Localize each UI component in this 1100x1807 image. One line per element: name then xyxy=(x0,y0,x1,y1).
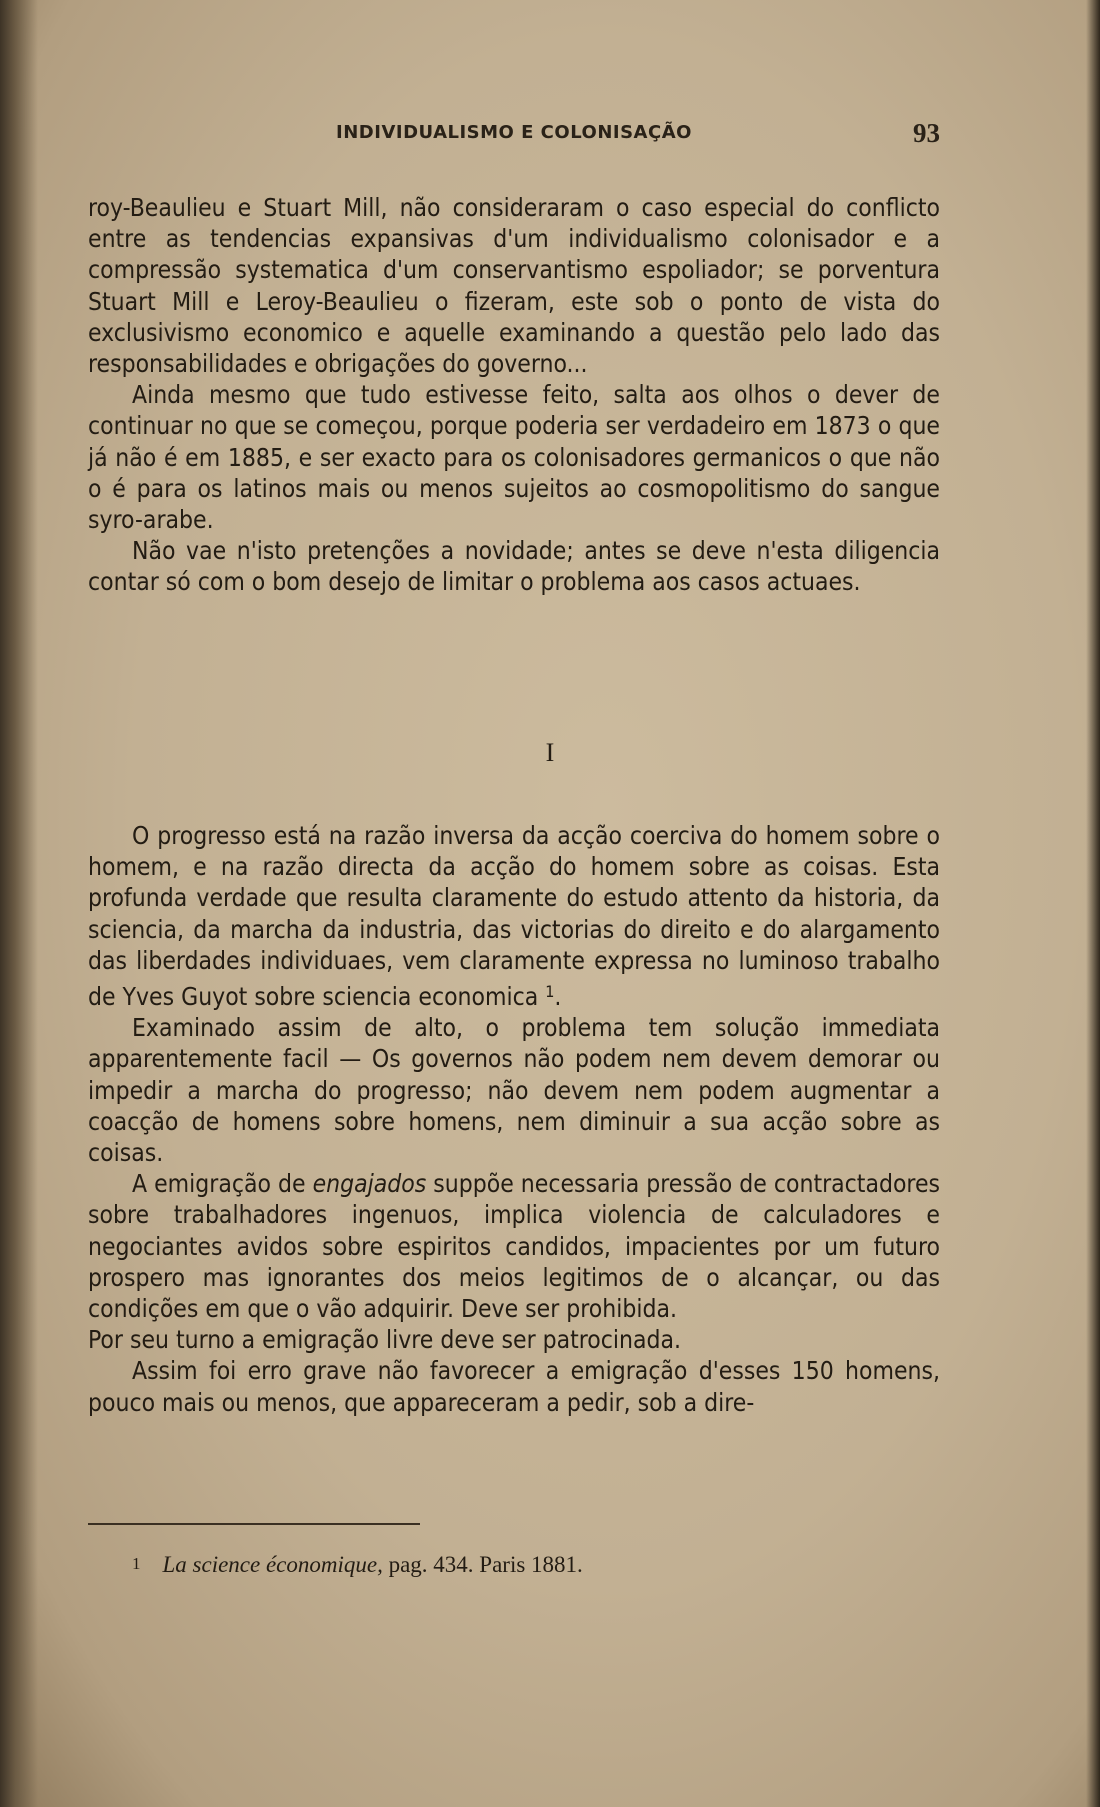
paragraph: Assim foi erro grave não favorecer a emigração d'esses 150 homens, pouco mais ou menos, que appareceram a pedir, sob a dire- xyxy=(88,1356,940,1417)
paragraph: Por seu turno a emigração livre deve ser patrocinada. xyxy=(88,1325,682,1355)
page-header xyxy=(88,118,940,162)
italic-term: engajados xyxy=(312,1169,427,1199)
paragraph: Examinado assim de alto, o problema tem solução immediata apparentemente facil — Os governos não podem nem devem demorar ou impedir a marcha do progresso; não devem nem podem augmentar a coacção de homens sobre homens, nem diminuir a sua acção sobre as coisas. xyxy=(88,1013,940,1168)
paragraph xyxy=(88,1168,940,1324)
paragraph-text-rest: suppõe necessaria pressão de contractadores sobre trabalhadores ingenuos, implica violencia de calculadores e negociantes avidos sobre espiritos candidos, impacientes por um futuro prospero mas ignorantes dos meios legitimos de o alcançar, ou das condições em que o vão adquirir. Deve ser prohibida. xyxy=(88,1169,940,1324)
footnote-title: La science économique, xyxy=(162,1552,383,1577)
section-heading: I xyxy=(545,738,555,767)
paragraph xyxy=(88,820,940,1012)
footnote-text: pag. 434. Paris 1881. xyxy=(382,1552,583,1577)
running-head: INDIVIDUALISMO E COLONISAÇÃO xyxy=(336,122,692,143)
text-block-section xyxy=(88,820,940,1418)
paragraph-continued: roy-Beaulieu e Stuart Mill, não consideraram o caso especial do conflicto entre as tendencias expansivas d'um individualismo colonisador e a compressão systematica d'um conservantismo espoliador; se porventura Stuart Mill e Leroy-Beaulieu o fizeram, este sob o ponto de vista do exclusivismo economico e aquelle examinando a questão pelo lado das responsabilidades e obrigações do governo... xyxy=(88,193,940,379)
text-block-top xyxy=(88,192,940,598)
footnote xyxy=(132,1552,940,1578)
footnote-rule xyxy=(88,1523,420,1525)
paragraph-text: A emigração de xyxy=(132,1169,313,1199)
footnote-mark: 1 xyxy=(132,1554,141,1573)
page-number: 93 xyxy=(913,118,940,148)
paragraph-text: O progresso está na razão inversa da acção coerciva do homem sobre o homem, e na razão directa da acção do homem sobre as coisas. Esta profunda verdade que resulta claramente do estudo attento da historia, da sciencia, da marcha da industria, das victorias do direito e do alargamento das liberdades individuaes, vem claramente expressa no luminoso trabalho de Yves Guyot sobre sciencia economica xyxy=(88,821,940,1012)
footnote-reference: 1 xyxy=(545,982,555,1002)
paragraph: Ainda mesmo que tudo estivesse feito, salta aos olhos o dever de continuar no que se começou, porque poderia ser verdadeiro em 1873 o que já não é em 1885, e ser exacto para os colonisadores germanicos o que não o é para os latinos mais ou menos sujeitos ao cosmopolitismo do sangue syro-arabe. xyxy=(88,380,940,535)
paragraph-end: . xyxy=(554,982,562,1012)
paragraph: Não vae n'isto pretenções a novidade; antes se deve n'esta diligencia contar só com o bom desejo de limitar o problema aos casos actuaes. xyxy=(88,536,940,597)
